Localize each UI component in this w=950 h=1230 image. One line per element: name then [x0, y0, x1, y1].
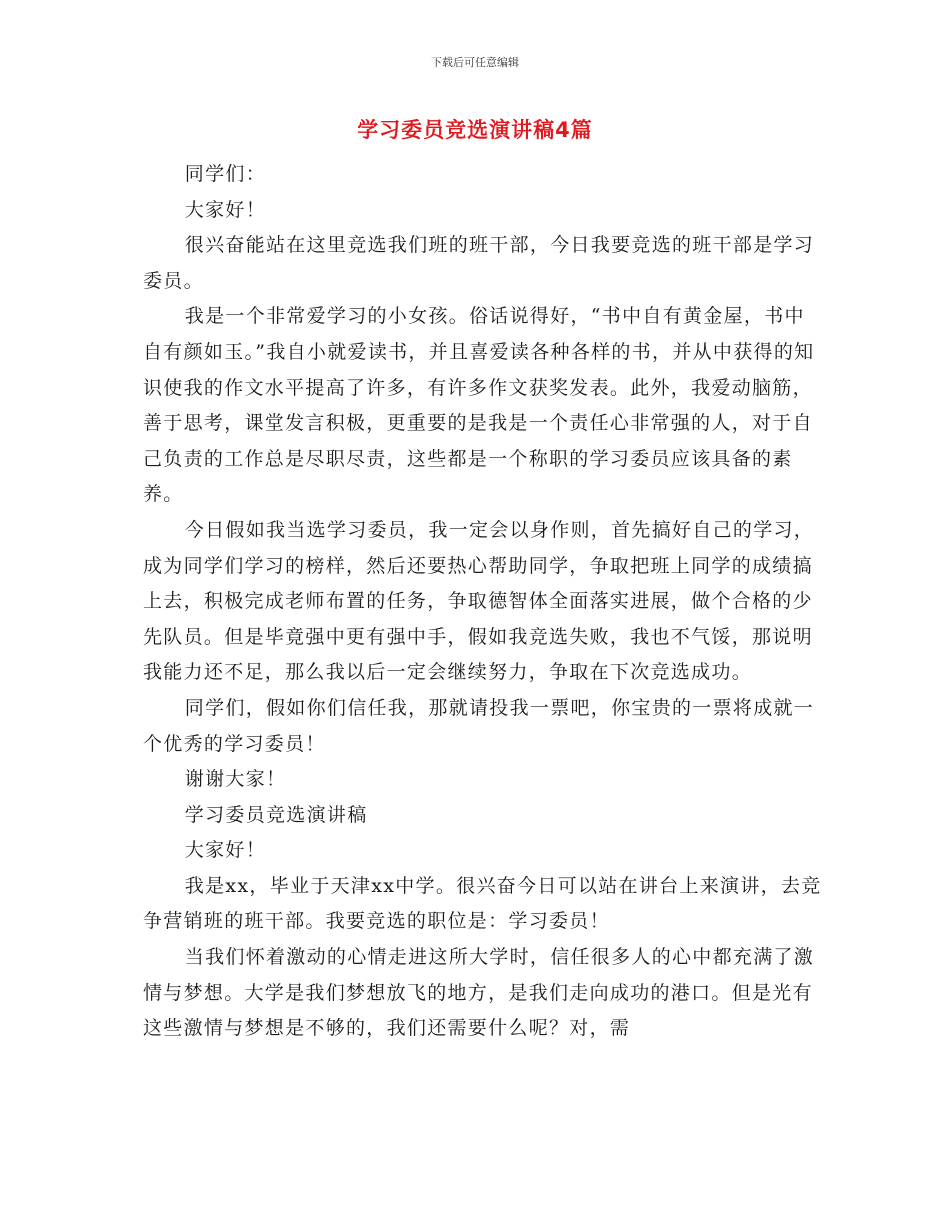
- section-heading: 学习委员竞选演讲稿: [184, 803, 368, 826]
- paragraph: 今日假如我当选学习委员，我一定会以身作则，首先搞好自己的学习，成为同学们学习的榜样，然后还要热心帮助同学，争取把班上同学的成绩搞上去，积极完成老师布置的任务，争取德智体全面落实进展，做个合格的少先队员。但是毕竟强中更有强中手，假如我竞选失败，我也不气馁，那说明我能力还不足，那么我以后一定会继续努力，争取在下次竞选成功。: [143, 518, 815, 684]
- paragraph: 谢谢大家！: [184, 768, 287, 791]
- paragraph: 同学们，假如你们信任我，那就请投我一票吧，你宝贵的一票将成就一个优秀的学习委员！: [143, 696, 815, 755]
- document-title: 学习委员竞选演讲稿4篇: [357, 118, 593, 142]
- paragraph: 很兴奋能站在这里竞选我们班的班干部，今日我要竞选的班干部是学习委员。: [143, 234, 815, 292]
- paragraph: 同学们：: [184, 163, 266, 185]
- paragraph: 当我们怀着激动的心情走进这所大学时，信任很多人的心中都充满了激情与梦想。大学是我们梦想放飞的地方，是我们走向成功的港口。但是光有这些激情与梦想是不够的，我们还需要什么呢？对，需: [143, 946, 815, 1040]
- paragraph: 我是一个非常爱学习的小女孩。俗话说得好，“书中自有黄金屋，书中自有颜如玉。”我自小就爱读书，并且喜爱读各种各样的书，并从中获得的知识使我的作文水平提高了许多，有许多作文获奖发表。此外，我爱动脑筋，善于思考，课堂发言积极，更重要的是我是一个责任心非常强的人，对于自己负责的工作总是尽职尽责，这些都是一个称职的学习委员应该具备的素养。: [143, 305, 815, 506]
- paragraph: 大家好！: [184, 839, 266, 862]
- page-header-note: 下载后可任意编辑: [431, 56, 519, 69]
- document-body: [143, 157, 823, 1047]
- paragraph: 大家好！: [184, 198, 266, 221]
- paragraph: 我是xx，毕业于天津xx中学。很兴奋今日可以站在讲台上来演讲，去竞争营销班的班干部。我要竞选的职位是：学习委员！: [143, 874, 822, 933]
